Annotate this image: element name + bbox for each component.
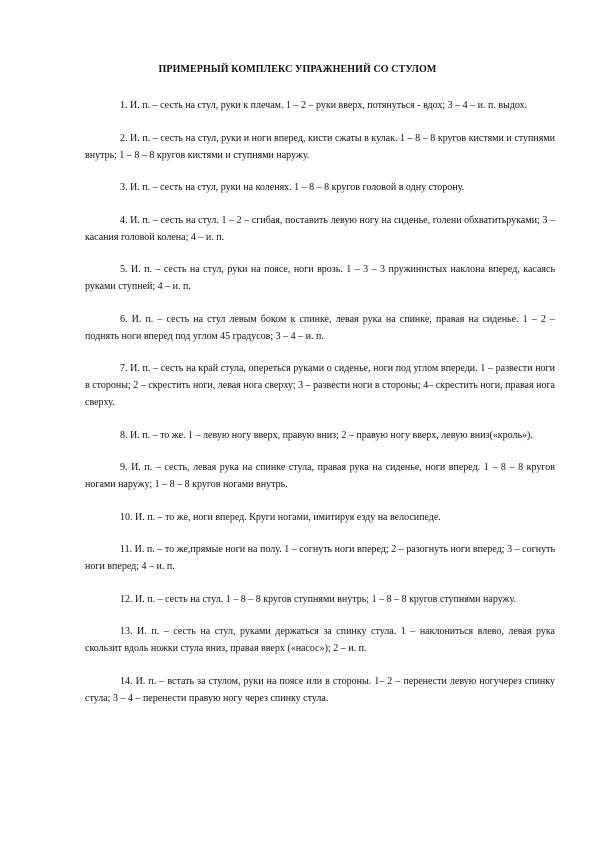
exercise-item-9: 9. И. п. – сесть, левая рука на спинке стула, правая рука на сиденье, ноги вперед. 1 – 8 – 8 кругов ногами наружу; 1 – 8 – 8 кругов ногами внутрь.	[85, 462, 555, 490]
exercise-item-7: 7. И. п. – сесть на край стула, опереться руками о сиденье, ноги под углом впереди. 1 – развести ноги в стороны; 2 – скрестить ноги, левая нога сверху; 3 – развести ноги в стороны; 4– скрестить ноги, правая нога сверху.	[85, 363, 555, 408]
exercise-item-13: 13. И. п. – сесть на стул, руками держаться за спинку стула. 1 – наклониться влево, левая рука скользит вдоль ножки стула вниз, правая вверх («насос»); 2 – и. п.	[85, 626, 555, 654]
exercise-item-2: 2. И. п. – сесть на стул, руки и ноги вперед, кисти сжаты в кулак. 1 – 8 – 8 кругов кистями и ступнями внутрь; 1 – 8 – 8 кругов кистями и ступнями наружу.	[85, 132, 555, 161]
exercise-item-8: 8. И. п. – то же. 1 – левую ногу вверх, правую вниз; 2 – правую ногу вверх, левую вниз(«кроль»).	[120, 429, 533, 441]
exercise-item-3: 3. И. п. – сесть на стул, руки на коленях. 1 – 8 – 8 кругов головой в одну сторону.	[120, 182, 465, 193]
exercise-item-1: 1. И. п. – сесть на стул, руки к плечам. 1 – 2 – руки вверх, потянуться - вдох; 3 – 4 – и. п. выдох.	[120, 100, 528, 111]
exercise-item-14: 14. И. п. – встать за стулом, руки на поясе или в стороны. 1– 2 – перенести левую ногучерез спинку стула; 3 – 4 – перенести правую ногу через спинку стула.	[85, 675, 555, 704]
exercise-list	[85, 97, 555, 722]
exercise-item-4: 4. И. п. – сесть на стул. 1 – 2 – сгибая, поставить левую ногу на сиденье, голени обхватитьруками; 3 – касания головой колена; 4 – и. п.	[85, 214, 555, 243]
exercise-item-6: 6. И. п. – сесть на стул левым боком к спинке, левая рука на спинке, правая на сиденье. 1 – 2 – поднять ноги вперед под углом 45 градусов; 3 – 4 – и. п.	[85, 313, 555, 342]
exercise-item-11: 11. И. п. – то же,прямые ноги на полу. 1 – согнуть ноги вперед; 2 – разогнуть ноги вперед; 3 – согнуть ноги вперед; 4 – и. п.	[85, 544, 555, 572]
exercise-item-12: 12. И. п. – сесть на стул. 1 – 8 – 8 кругов ступнями внутрь; 1 – 8 – 8 кругов ступнями наружу.	[120, 593, 516, 605]
exercise-item-5: 5. И. п. – сесть на стул, руки на поясе, ноги врозь. 1 – 3 – 3 пружинистых наклона вперед, касаясь руками ступней; 4 – и. п.	[85, 264, 555, 292]
exercise-item-10: 10. И. п. – то же, ноги вперед. Круги ногами, имитируя езду на велосипеде.	[120, 511, 441, 523]
document-title: ПРИМЕРНЫЙ КОМПЛЕКС УПРАЖНЕНИЙ СО СТУЛОМ	[158, 64, 437, 75]
